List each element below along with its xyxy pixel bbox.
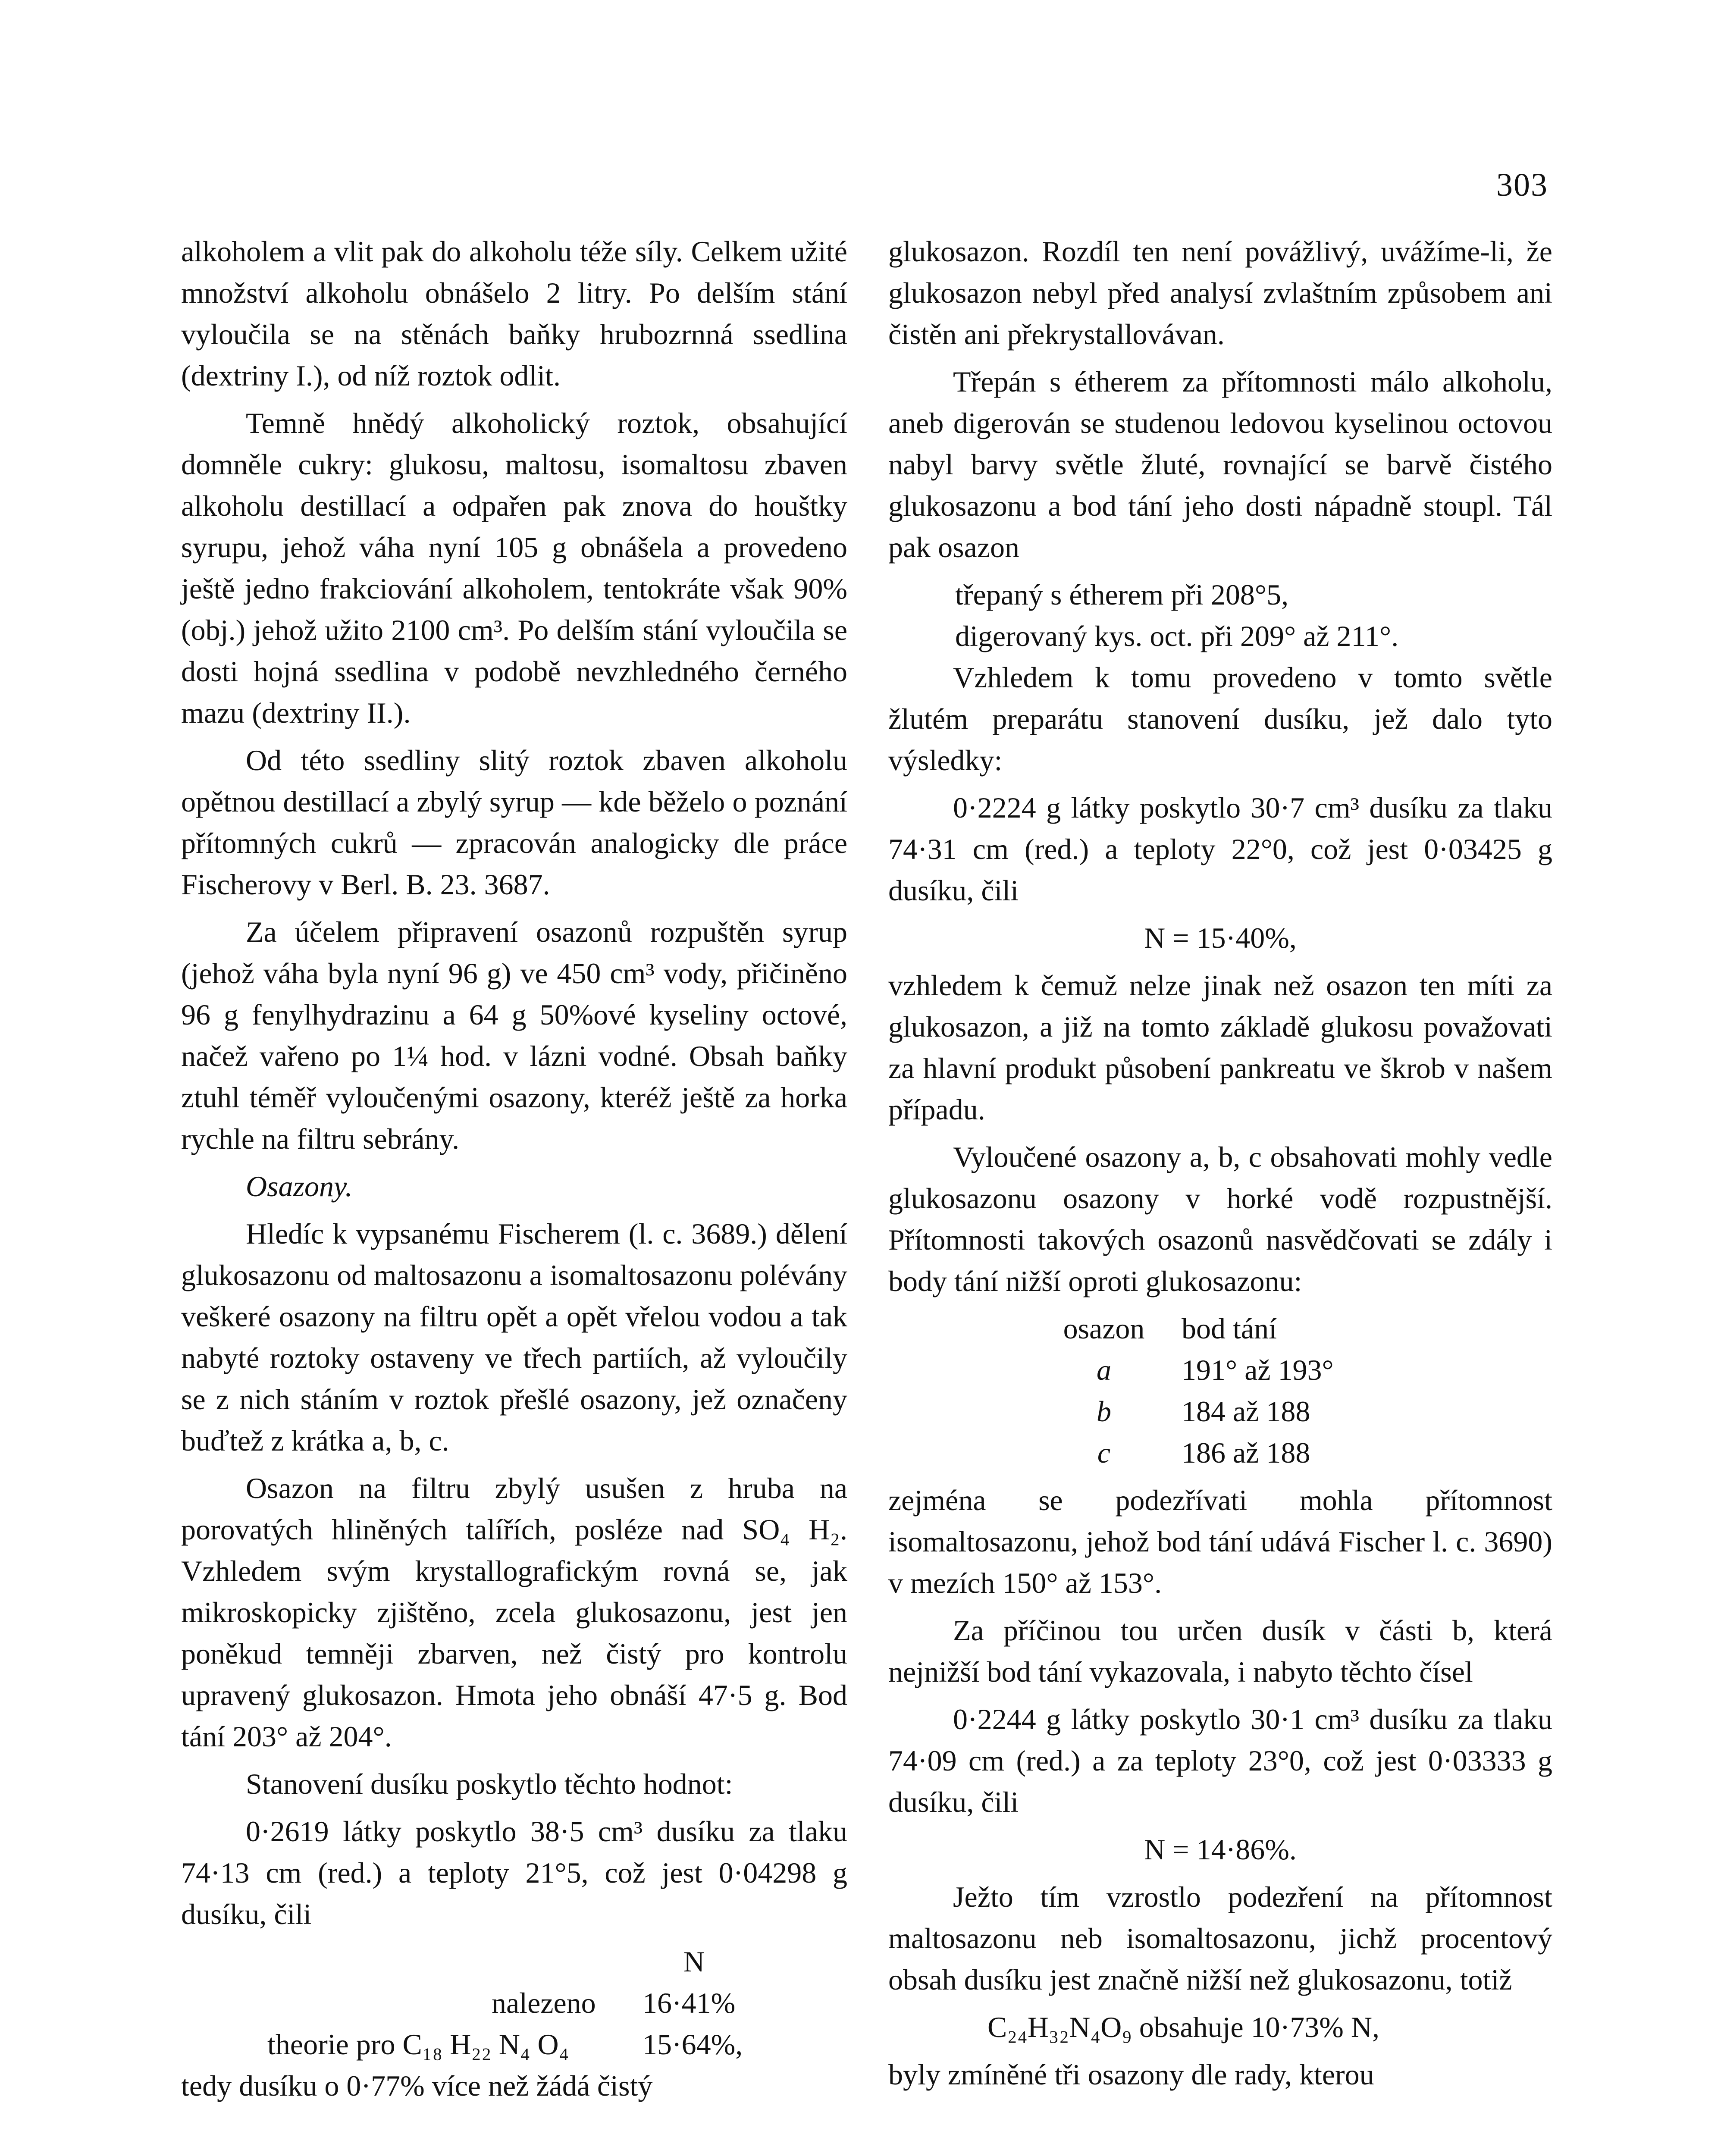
paragraph-left-2: Temně hnědý alkoholický roztok, obsahující domněle cukry: glukosu, maltosu, isomaltosu zbaven alkoholu destillací a odpařen pak znova do houštky syrupu, jehož váha nyní 105 g obnášela a provedeno ještě jedno frakciování alkoholem, tentokráte však 90% (obj.) jehož užito 2100 cm³. Po delším stání vyloučila se dosti hojná ssedlina v podobě nevzhledného černého mazu (dextriny II.).: [181, 407, 847, 729]
theory-row: [267, 2024, 743, 2065]
table-header-row: [1026, 1308, 1397, 1349]
left-last-line: tedy dusíku o 0·77% více než žádá čistý: [181, 2069, 653, 2102]
paragraph-left-4: Za účelem připravení osazonů rozpuštěn syrup (jehož váha byla nyní 96 g) ve 450 cm³ vody, přičiněno 96 g fenylhydrazinu a 64 g 50%ové kyseliny octové, načež vařeno po 1¼ hod. v lázni vodné. Obsah baňky ztuhl téměř vyloučenými osazony, kteréž ještě za horka rychle na filtru sebrány.: [181, 915, 847, 1155]
left-column: [181, 231, 847, 2106]
table-row: [1026, 1391, 1397, 1432]
nitrogen-equation-1: N = 15·40%,: [1144, 921, 1297, 954]
formula-line: C₂₄H₃₂N₄O₉ obsahuje 10·73% N,: [987, 2011, 1380, 2043]
paragraph-right-9: 0·2244 g látky poskytlo 30·1 cm³ dusíku za tlaku 74·09 cm (red.) a za teploty 23°0, což jest 0·03333 g dusíku, čili: [888, 1703, 1552, 1818]
temp-line-2: digerovaný kys. oct. při 209° až 211°.: [955, 620, 1399, 652]
found-value: 16·41%: [643, 1987, 736, 2019]
paragraph-right-3: Vzhledem k tomu provedeno v tomto světle žlutém preparátu stanovení dusíku, jež dalo tyto výsledky:: [888, 661, 1552, 777]
paragraph-left-6: Osazon na filtru zbylý usušen z hruba na porovatých hliněných talířích, posléze nad SO₄ H₂. Vzhledem svým krystallografickým rovná se, jak mikroskopicky zjištěno, zcela glukosazonu, jest jen poněkud temněji zbarven, než čistý pro kontrolu upravený glukosazon. Hmota jeho obnáší 47·5 g. Bod tání 203° až 204°.: [181, 1472, 847, 1753]
table-cell-bod: 184 až 188: [1182, 1395, 1310, 1428]
nitrogen-equation-2: N = 14·86%.: [1144, 1833, 1297, 1866]
paragraph-right-8: Za příčinou tou určen dusík v části b, která nejnižší bod tání vykazovala, i nabyto těchto čísel: [888, 1614, 1552, 1688]
table-header: osazon: [1063, 1312, 1145, 1345]
paragraph-left-7: Stanovení dusíku poskytlo těchto hodnot:: [246, 1767, 733, 1800]
melting-point-table: [1026, 1308, 1397, 1473]
paragraph-right-4: 0·2224 g látky poskytlo 30·7 cm³ dusíku za tlaku 74·31 cm (red.) a teploty 22°0, což jest 0·03425 g dusíku, čili: [888, 791, 1552, 907]
right-column: [888, 231, 1552, 2101]
melting-points-list: [888, 574, 1552, 657]
paragraph-left-1: alkoholem a vlit pak do alkoholu téže síly. Celkem užité množství alkoholu obnášelo 2 litry. Po delším stání vyloučila se na stěnách baňky hrubozrnná ssedlina (dextriny I.), od níž roztok odlit.: [181, 235, 847, 392]
theory-label: theorie pro C₁₈ H₂₂ N₄ O₄: [267, 2028, 569, 2061]
table-cell-osazon: a: [1097, 1354, 1111, 1386]
table-cell-bod: 186 až 188: [1182, 1436, 1310, 1469]
page-number: 303: [1496, 167, 1548, 203]
paragraph-right-1: glukosazon. Rozdíl ten není povážlivý, uvážíme-li, že glukosazon nebyl před analysí zvlaštním způsobem ani čistěn ani překrystallovávan.: [888, 235, 1552, 351]
n-header: N: [683, 1945, 705, 1978]
table-cell-bod: 191° až 193°: [1182, 1354, 1334, 1386]
temp-line-1: třepaný s étherem při 208°5,: [955, 578, 1289, 611]
nitrogen-result-block: [181, 1941, 847, 2106]
paragraph-right-2: Třepán s étherem za přítomnosti málo alkoholu, aneb digerován se studenou ledovou kyselinou octovou nabyl barvy světle žluté, rovnající se barvě čistého glukosazonu a bod tání jeho dosti nápadně stoupl. Tál pak osazon: [888, 365, 1552, 564]
table-row: [1026, 1349, 1397, 1391]
table-cell-osazon: b: [1097, 1395, 1111, 1428]
found-label: nalezeno: [492, 1987, 596, 2019]
section-heading-osazony: Osazony.: [246, 1170, 353, 1203]
paragraph-left-5: Hledíc k vypsanému Fischerem (l. c. 3689.) dělení glukosazonu od maltosazonu a isomaltosazonu polévány veškeré osazony na filtru opět a opět vřelou vodou a tak nabyté roztoky ostaveny ve třech partiích, až vyloučily se z nich stáním v roztok přešlé osazony, jež označeny buďtež z krátka a, b, c.: [181, 1217, 847, 1457]
found-row: [492, 1982, 736, 2024]
right-last-line: byly zmíněné tři osazony dle rady, kterou: [888, 2058, 1374, 2091]
theory-value: 15·64%,: [643, 2028, 743, 2061]
paragraph-right-10: Ježto tím vzrostlo podezření na přítomnost maltosazonu neb isomaltosazonu, jichž procentový obsah dusíku jest značně nižší než glukosazonu, totiž: [888, 1880, 1552, 1996]
table-row: [1026, 1432, 1397, 1473]
paragraph-right-7: zejména se podezřívati mohla přítomnost isomaltosazonu, jehož bod tání udává Fischer l. c. 3690) v mezích 150° až 153°.: [888, 1484, 1552, 1599]
table-cell-osazon: c: [1097, 1436, 1111, 1469]
paragraph-left-8: 0·2619 látky poskytlo 38·5 cm³ dusíku za tlaku 74·13 cm (red.) a teploty 21°5, což jest 0·04298 g dusíku, čili: [181, 1815, 847, 1930]
paragraph-right-5: vzhledem k čemuž nelze jinak než osazon ten míti za glukosazon, a již na tomto základě glukosu považovati za hlavní produkt působení pankreatu ve škrob v našem případu.: [888, 969, 1552, 1126]
paragraph-left-3: Od této ssedliny slitý roztok zbaven alkoholu opětnou destillací a zbylý syrup — kde běželo o poznání přítomných cukrů — zpracován analogicky dle práce Fischerovy v Berl. B. 23. 3687.: [181, 744, 847, 901]
table-header: bod tání: [1182, 1312, 1277, 1345]
paragraph-right-6: Vyloučené osazony a, b, c obsahovati mohly vedle glukosazonu osazony v horké vodě rozpustnější. Přítomnosti takových osazonů nasvědčovati se zdály i body tání nižší oproti glukosazonu:: [888, 1141, 1552, 1297]
